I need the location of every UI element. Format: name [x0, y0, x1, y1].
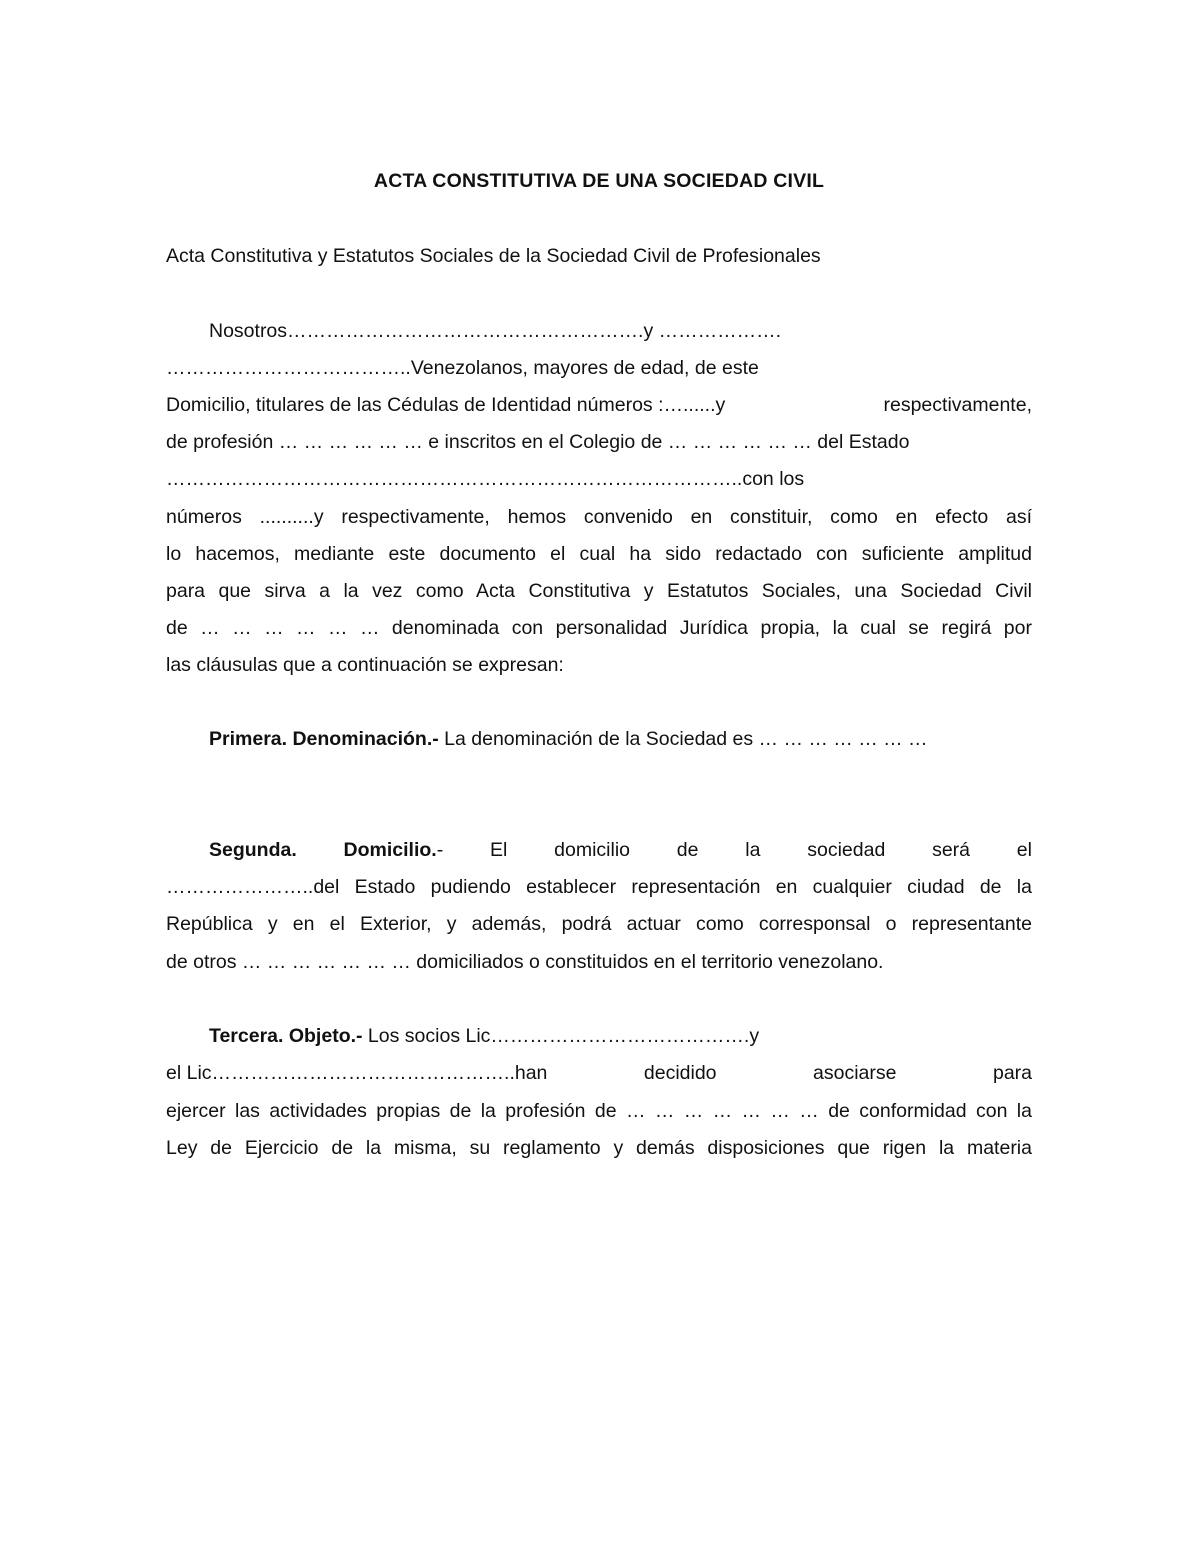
- clause-word: el: [1016, 839, 1032, 861]
- intro-line: las cláusulas que a continuación se expresan:: [166, 654, 564, 676]
- clause-segunda-line: de otros … … … … … … … domiciliados o constituidos en el territorio venezolano.: [166, 951, 884, 973]
- intro-line: para que sirva a la vez como Acta Constitutiva y Estatutos Sociales, una Sociedad Civil: [166, 580, 1032, 602]
- clause-segunda-line: República y en el Exterior, y además, podrá actuar como corresponsal o representante: [166, 913, 1032, 935]
- intro-line: [166, 391, 1032, 419]
- intro-line-part: Domicilio, titulares de las Cédulas de Identidad números :…......y: [166, 394, 726, 416]
- clause-word: asociarse: [813, 1062, 897, 1084]
- clause-word: domicilio: [554, 839, 630, 861]
- clause-word: -: [436, 839, 444, 861]
- clause-word: será: [932, 839, 971, 861]
- intro-line: números ..........y respectivamente, hemos convenido en constituir, como en efecto así: [166, 506, 1032, 528]
- document-subtitle: Acta Constitutiva y Estatutos Sociales de la Sociedad Civil de Profesionales: [166, 245, 821, 267]
- clause-heading-group: [344, 836, 444, 864]
- clause-word: decidido: [643, 1062, 717, 1084]
- clause-word: para: [992, 1062, 1032, 1084]
- clause-text: La denominación de la Sociedad es … … … … … … …: [438, 728, 928, 750]
- clause-word: sociedad: [807, 839, 886, 861]
- intro-line: lo hacemos, mediante este documento el cual ha sido redactado con suficiente amplitud: [166, 543, 1032, 565]
- clause-tercera-line: ejercer las actividades propias de la profesión de … … … … … … … de conformidad con la: [166, 1100, 1032, 1122]
- intro-line: de … … … … … … denominada con personalidad Jurídica propia, la cual se regirá por: [166, 617, 1032, 639]
- intro-line: ………………………………..Venezolanos, mayores de edad, de este: [166, 357, 759, 379]
- clause-text: Los socios Lic………………………………….y: [362, 1025, 760, 1047]
- document-title: ACTA CONSTITUTIVA DE UNA SOCIEDAD CIVIL: [373, 170, 825, 192]
- intro-line: ……………………………………………………………………………..con los: [166, 468, 805, 490]
- clause-tercera-line: Ley de Ejercicio de la misma, su reglamento y demás disposiciones que rigen la materia: [166, 1137, 1032, 1159]
- clause-segunda-first-line: [209, 836, 1032, 864]
- intro-line: Nosotros……………………………………………….y ……………….: [209, 320, 782, 342]
- clause-heading: Tercera. Objeto.-: [209, 1025, 363, 1047]
- clause-primera: [209, 725, 1032, 753]
- clause-word: El: [490, 839, 508, 861]
- clause-segunda-line: …………………..del Estado pudiendo establecer representación en cualquier ciudad de la: [166, 876, 1032, 898]
- clause-word: de: [676, 839, 699, 861]
- clause-word: el Lic………………………………………..han: [166, 1062, 548, 1084]
- clause-heading: Primera. Denominación.-: [209, 728, 439, 750]
- intro-line-part: respectivamente,: [883, 394, 1032, 416]
- clause-heading-word: Segunda.: [209, 839, 297, 861]
- clause-word: la: [745, 839, 761, 861]
- clause-heading-word: Domicilio.: [343, 839, 437, 861]
- intro-line: de profesión … … … … … … e inscritos en el Colegio de … … … … … … del Estado: [166, 431, 910, 453]
- clause-tercera-line: [166, 1059, 1032, 1087]
- clause-tercera: [209, 1022, 1032, 1050]
